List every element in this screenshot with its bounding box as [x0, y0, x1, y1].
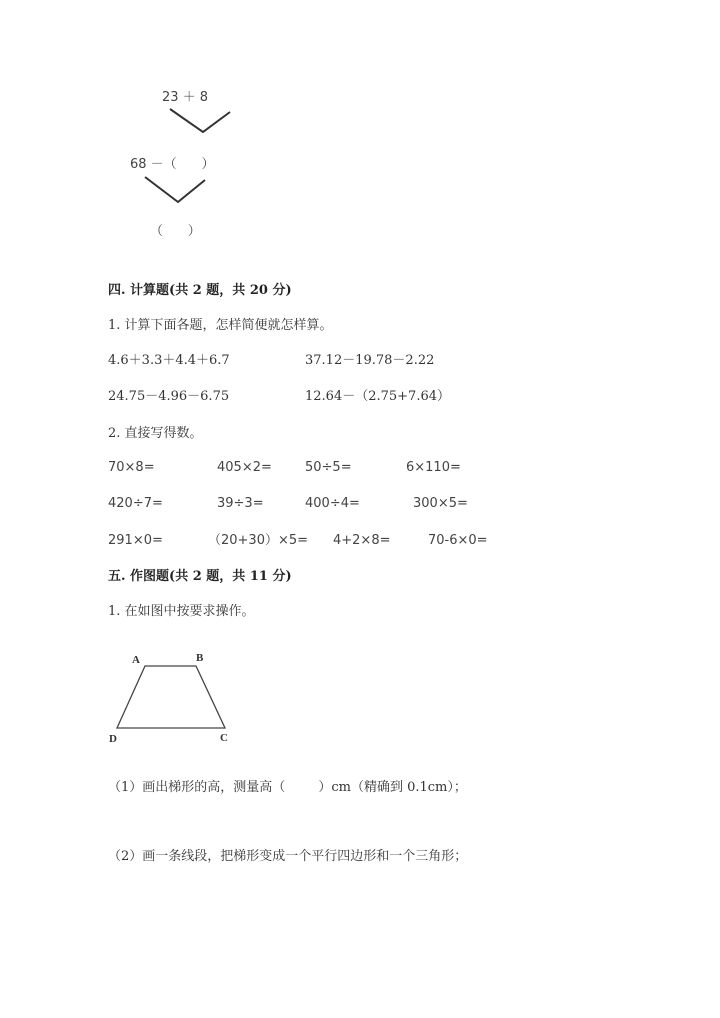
calc-item: 37.12－19.78－2.22 [305, 353, 435, 368]
calc-item: 4.6＋3.3＋4.4＋6.7 [108, 353, 230, 368]
mental-item: 400÷4= [305, 496, 360, 511]
tree-branch-top [170, 109, 230, 132]
calc-item: 12.64－（2.75+7.64） [305, 389, 450, 404]
trapezoid-abcd [117, 666, 225, 728]
tree-branch-middle [145, 177, 205, 202]
mental-item: 50÷5= [305, 460, 352, 475]
section4-heading: 四. 计算题(共 2 题，共 20 分) [108, 283, 292, 298]
mental-item: 405×2= [217, 460, 272, 475]
drawing-sub2: （2）画一条线段，把梯形变成一个平行四边形和一个三角形； [108, 849, 468, 864]
tree-middle-expression: 68 －（ ） [130, 157, 215, 172]
vertex-c: C [220, 732, 228, 744]
q2-prompt: 2. 直接写得数。 [108, 426, 203, 441]
mental-item: 300×5= [413, 496, 468, 511]
mental-item: 39÷3= [217, 496, 264, 511]
mental-item: 70×8= [108, 460, 155, 475]
section5-heading: 五. 作图题(共 2 题，共 11 分) [108, 569, 292, 584]
vertex-b: B [196, 652, 204, 664]
mental-item: 6×110= [406, 460, 461, 475]
calc-item: 24.75－4.96－6.75 [108, 389, 230, 404]
tree-answer-blank: （ ） [150, 224, 201, 239]
tree-top-expression: 23 ＋ 8 [162, 90, 209, 105]
mental-item: 291×0= [108, 533, 163, 548]
mental-item: （20+30）×5= [208, 533, 309, 548]
mental-item: 4+2×8= [333, 533, 391, 548]
mental-item: 420÷7= [108, 496, 163, 511]
mental-item: 70-6×0= [428, 533, 488, 548]
drawing-sub1: （1）画出梯形的高，测量高（ ）cm（精确到 0.1cm）； [108, 780, 467, 795]
vertex-a: A [132, 654, 140, 666]
vertex-d: D [109, 733, 117, 745]
drawing-q1-prompt: 1. 在如图中按要求操作。 [108, 604, 255, 619]
q1-prompt: 1. 计算下面各题，怎样简便就怎样算。 [108, 318, 333, 333]
